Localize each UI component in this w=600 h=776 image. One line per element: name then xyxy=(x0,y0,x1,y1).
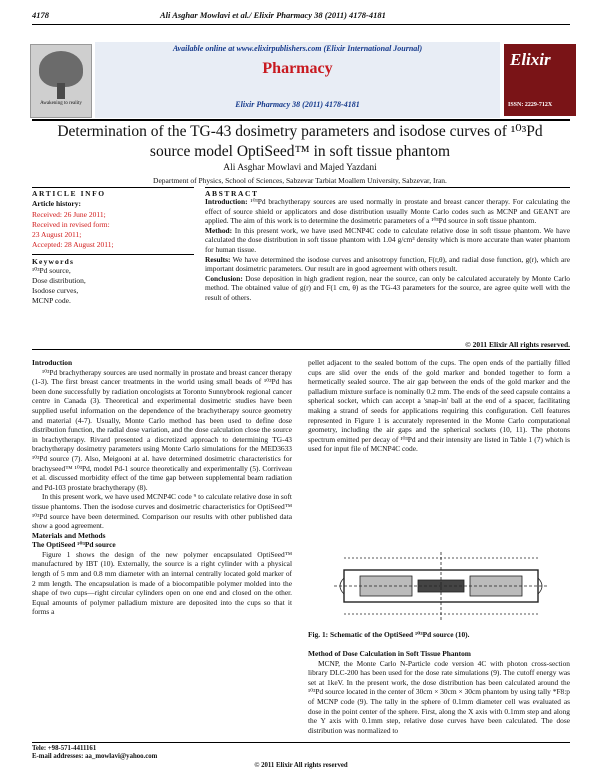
pellet-paragraph: pellet adjacent to the sealed bottom of the cups. The open ends of the partially filled cups are slid over the ends of the gold marker and bonded together to form a hermetically sealed source. The air gap between the ends of the gold marker and the palladium mixture surface is nominally 0.2 mm. The ends of the seed capsule contains a spherical socket, which can accept a 'snap-in' ball at the end of a spacer, facilitating making a strand of seeds for applications requiring this configuration. Cell features represented in Figure 1 is accurately represented in the Monte Carlo computational geometry, including the air gaps and the spherical sockets (10, 11). The photons spectrum emitted per decay of ¹⁰³Pd and their intensity are listed in Table 1 (7) which is used for input file of MCNP4C code. xyxy=(308,358,570,454)
elixir-logo: Elixir ISSN: 2229-712X xyxy=(504,44,576,116)
affiliation: Department of Physics, School of Sciences, Sabzevar Tarbiat Moallem University, Sabzevar, Iran. xyxy=(153,176,447,185)
footer-email: E-mail addresses: aa_mowlavi@yahoo.com xyxy=(32,753,158,761)
intro-paragraph: ¹⁰³Pd brachytherapy sources are used normally in prostate and breast cancer therapy (1-3). The first breast cancer treatments in the world using small beads of ¹⁰³Pd has been done successfully by radiation oncologists at Toronto Sunnybrook regional cancer centre in Canada (3). Theoretical and experimental dosimetric studies have been supplied useful information on the dependence of the brachytherapy source geometry and material (4-7). Usually, Monte Carlo method has been used to define dose distribution function, the radial dose variation, and the dose calculation close the source in brachytherapy. Rivard presented a discretized approach to determining TG-43 brachytherapy dosimetry parameters using Monte Carlo simulations for the MED3633 ¹⁰³Pd source (7). Also, Meigooni at al. have determined dosimetric characteristics for brachyseed™ ¹⁰³Pd, model Pd-1 source theoretically and experimentally (5). Corriveau et al. discussed morbidity effect of the time gap between supplemental beam radiation and Pd-103 prostate brachytherapy (8). xyxy=(32,367,292,492)
figure-caption: Fig. 1: Schematic of the OptiSeed ¹⁰³Pd source (10). xyxy=(308,630,470,639)
footer-copyright: © 2011 Elixir All rights reserved xyxy=(254,762,348,769)
available-online-text: Available online at www.elixirpublishers.com (Elixir International Journal) xyxy=(172,44,423,53)
footer-rule xyxy=(32,742,570,743)
header-rule xyxy=(32,24,570,25)
abstract-copyright: © 2011 Elixir All rights reserved. xyxy=(465,340,570,349)
footer-contact xyxy=(32,745,157,762)
banner-rule xyxy=(32,119,570,121)
keywords-heading: Keywords xyxy=(32,254,194,266)
article-info-heading: ARTICLE INFO xyxy=(32,187,194,198)
body-right-column xyxy=(308,358,570,454)
journal-citation: Elixir Pharmacy 38 (2011) 4178-4181 xyxy=(235,100,360,109)
abstract-heading: ABSTRACT xyxy=(205,187,570,198)
body-left-column xyxy=(32,358,292,617)
source-design-paragraph: Figure 1 shows the design of the new polymer encapsulated OptiSeed™ manufactured by IBT (10). Externally, the source is a right cylinder with a physical length of 5 mm and 0.8 mm diameter with an internal centrally located gold marker of 2 mm length. The encapsulation is made of a biocompatible polymer molded into the shape of two cups—right circular cylinders open on one end and closed on the other. Equal amounts of polymer palladium mixture are deposited into the cups so that it forms a xyxy=(32,549,292,617)
mcnp-paragraph: MCNP, the Monte Carlo N-Particle code version 4C with photon cross-section library DLC-200 has been used for the dose rate simulations (9). The cutoff energy was set at 1keV. In the present work, the dose distribution has been calculated around the ¹⁰³Pd source located in the center of 30cm × 30cm × 30cm phantom by using tally *F8:p of MCNP code (9). The tally in the sphere of 0.1mm diameter cell was evaluated as dose in the point center of the sphere. First, along the X axis with 0.1mm step and along the Y axis with 0.1mm step, relative dose curves have been calculated. The dose distribution was normalized to xyxy=(308,658,570,735)
abstract-body: Introduction: ¹⁰³Pd brachytherapy sources are used normally in prostate and breast cancer therapy. For calculating the effect of source shield or applicators and dose distribution usually Monte Carlo codes such as MCNP and GEANT are applied. The aim of this work is to determine the dosimetric parameters of a ¹⁰³Pd source in soft tissue phantom. Method: In this present work, we have used MCNP4C code to calculate relative dose in soft tissue phantom. We have calculated the dose distribution in soft tissue phantom with 1.04 g/cm³ density which is more accurate than water phantom for human tissue. Results: We have determined the isodose curves and anisotropy function, F(r,θ), and radial dose function, g(r), which are important dosimetric parameters. Our result are in good agreement with others result. Conclusion: Dose deposition in high gradient region, near the source, can only be calculated accurately by Monte Carlo method. The obtained value of g(r) and F(1 cm, θ) as the TG-43 parameters for the source, are agree quite well with the result of others. xyxy=(205,197,570,302)
journal-name: Pharmacy xyxy=(262,60,333,77)
dose-method-heading: Method of Dose Calculation in Soft Tissue Phantom xyxy=(308,649,471,658)
running-header-citation: Ali Asghar Mowlavi et al./ Elixir Pharmacy 38 (2011) 4178-4181 xyxy=(160,10,386,20)
keywords-list: ¹⁰³Pd source, Dose distribution, Isodose curves, MCNP code. xyxy=(32,266,86,305)
intro-heading: Introduction xyxy=(32,358,73,367)
page-number: 4178 xyxy=(32,10,49,20)
source-schematic-figure xyxy=(330,548,552,624)
publisher-logo: Awakening to reality xyxy=(30,44,92,118)
footer-tel: Tele: +98-571-4411161 xyxy=(32,745,97,752)
abstract-rule xyxy=(32,349,570,350)
optiseed-heading: The OptiSeed ¹⁰³Pd source xyxy=(32,540,116,550)
present-work-paragraph: In this present work, we have used MCNP4C code ⁹ to calculate relative dose in soft tissue phantoms. Then the isodose curves and dosimetric characteristics for OptiSeed™ ¹⁰³Pd source have been determined. Comparison our results with other published data show a good agreement. xyxy=(32,492,292,531)
body-right-column-continued xyxy=(308,649,570,735)
paper-title: Determination of the TG-43 dosimetry parameters and isodose curves of ¹⁰³Pd source model OptiSeed™ in soft tissue phantom xyxy=(57,123,543,160)
authors: Ali Asghar Mowlavi and Majed Yazdani xyxy=(223,163,377,173)
materials-methods-heading: Materials and Methods xyxy=(32,530,106,540)
article-history-heading: Article history: xyxy=(32,199,81,208)
article-history: Received: 26 June 2011; Received in revised form: 23 August 2011; Accepted: 28 August 2011; xyxy=(32,210,114,249)
